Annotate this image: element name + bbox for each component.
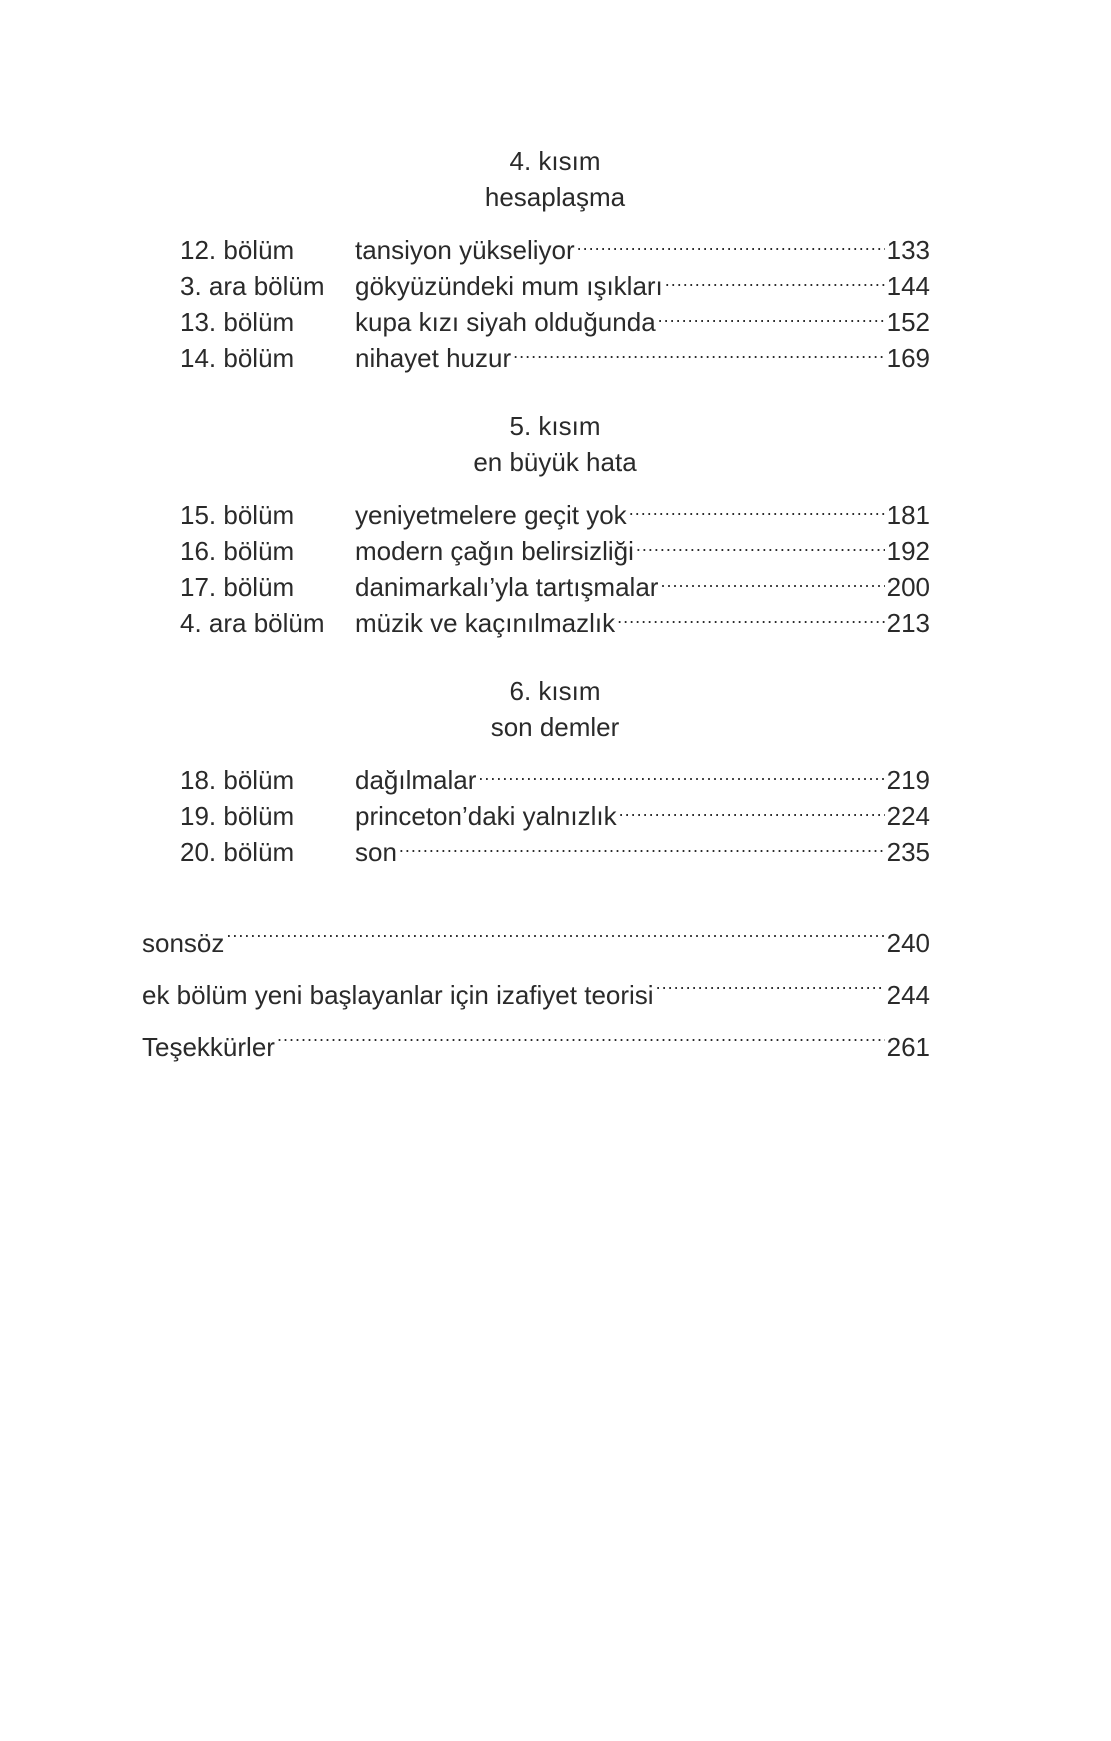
chapter-title: tansiyon yükseliyor xyxy=(355,235,575,265)
part-number: 4. kısım xyxy=(509,146,601,176)
dot-leader xyxy=(399,825,885,861)
chapter-title: gökyüzündeki mum ışıkları xyxy=(355,271,663,301)
section-title: Teşekkürler xyxy=(142,1032,275,1062)
part-heading xyxy=(180,143,930,215)
dot-leader xyxy=(577,223,885,259)
toc-entry[interactable] xyxy=(142,952,930,1010)
dot-leader xyxy=(656,952,885,1004)
chapter-title: dağılmalar xyxy=(355,765,477,795)
part-6 xyxy=(180,673,930,867)
dot-leader xyxy=(629,488,885,524)
section-title: sonsöz xyxy=(142,928,225,958)
part-number: 6. kısım xyxy=(509,676,601,706)
chapter-label: 4. ara bölüm xyxy=(180,608,325,638)
back-matter-list xyxy=(142,900,930,1062)
chapter-label: 17. bölüm xyxy=(180,572,295,602)
chapter-title: kupa kızı siyah olduğunda xyxy=(355,307,656,337)
dot-leader xyxy=(665,259,885,295)
toc-entry[interactable] xyxy=(180,488,930,530)
page-number: 224 xyxy=(886,801,930,831)
chapter-label: 3. ara bölüm xyxy=(180,271,325,301)
page-number: 169 xyxy=(886,343,930,373)
dot-leader xyxy=(658,295,885,331)
dot-leader xyxy=(636,524,885,560)
page-number: 261 xyxy=(886,1032,930,1062)
page-number: 192 xyxy=(886,536,930,566)
dot-leader xyxy=(617,596,885,632)
part-4 xyxy=(180,143,930,373)
part-number: 5. kısım xyxy=(509,411,601,441)
dot-leader xyxy=(660,560,884,596)
chapter-title: princeton’daki yalnızlık xyxy=(355,801,617,831)
part-title: en büyük hata xyxy=(473,447,637,477)
page-number: 200 xyxy=(886,572,930,602)
toc-entry[interactable] xyxy=(180,753,930,795)
chapter-label: 13. bölüm xyxy=(180,307,295,337)
part-title: hesaplaşma xyxy=(484,182,626,212)
dot-leader xyxy=(513,331,885,367)
chapter-label: 12. bölüm xyxy=(180,235,295,265)
chapter-title: yeniyetmelere geçit yok xyxy=(355,500,627,530)
chapter-title: müzik ve kaçınılmazlık xyxy=(355,608,616,638)
chapter-title: nihayet huzur xyxy=(355,343,512,373)
dot-leader xyxy=(619,789,885,825)
part-heading xyxy=(180,673,930,745)
page-number: 152 xyxy=(886,307,930,337)
part-5 xyxy=(180,408,930,638)
page-number: 213 xyxy=(886,608,930,638)
chapter-label: 20. bölüm xyxy=(180,837,295,867)
chapter-list xyxy=(180,753,930,867)
chapter-list xyxy=(180,488,930,638)
chapter-title: son xyxy=(355,837,397,867)
chapter-label: 16. bölüm xyxy=(180,536,295,566)
page-number: 235 xyxy=(886,837,930,867)
page-number: 219 xyxy=(886,765,930,795)
dot-leader xyxy=(226,900,884,952)
part-heading xyxy=(180,408,930,480)
dot-leader xyxy=(478,753,884,789)
toc-entry[interactable] xyxy=(142,900,930,958)
chapter-label: 18. bölüm xyxy=(180,765,295,795)
chapter-label: 15. bölüm xyxy=(180,500,295,530)
chapter-label: 19. bölüm xyxy=(180,801,295,831)
page-number: 144 xyxy=(886,271,930,301)
toc-entry[interactable] xyxy=(180,223,930,265)
page-number: 133 xyxy=(886,235,930,265)
page-number: 181 xyxy=(886,500,930,530)
chapter-label: 14. bölüm xyxy=(180,343,295,373)
page-number: 240 xyxy=(886,928,930,958)
chapter-title: modern çağın belirsizliği xyxy=(355,536,634,566)
page-number: 244 xyxy=(886,980,930,1010)
part-title: son demler xyxy=(490,712,620,742)
section-title: ek bölüm yeni başlayanlar için izafiyet teorisi xyxy=(142,980,654,1010)
chapter-title: danimarkalı’yla tartışmalar xyxy=(355,572,659,602)
dot-leader xyxy=(277,1004,885,1056)
chapter-list xyxy=(180,223,930,373)
